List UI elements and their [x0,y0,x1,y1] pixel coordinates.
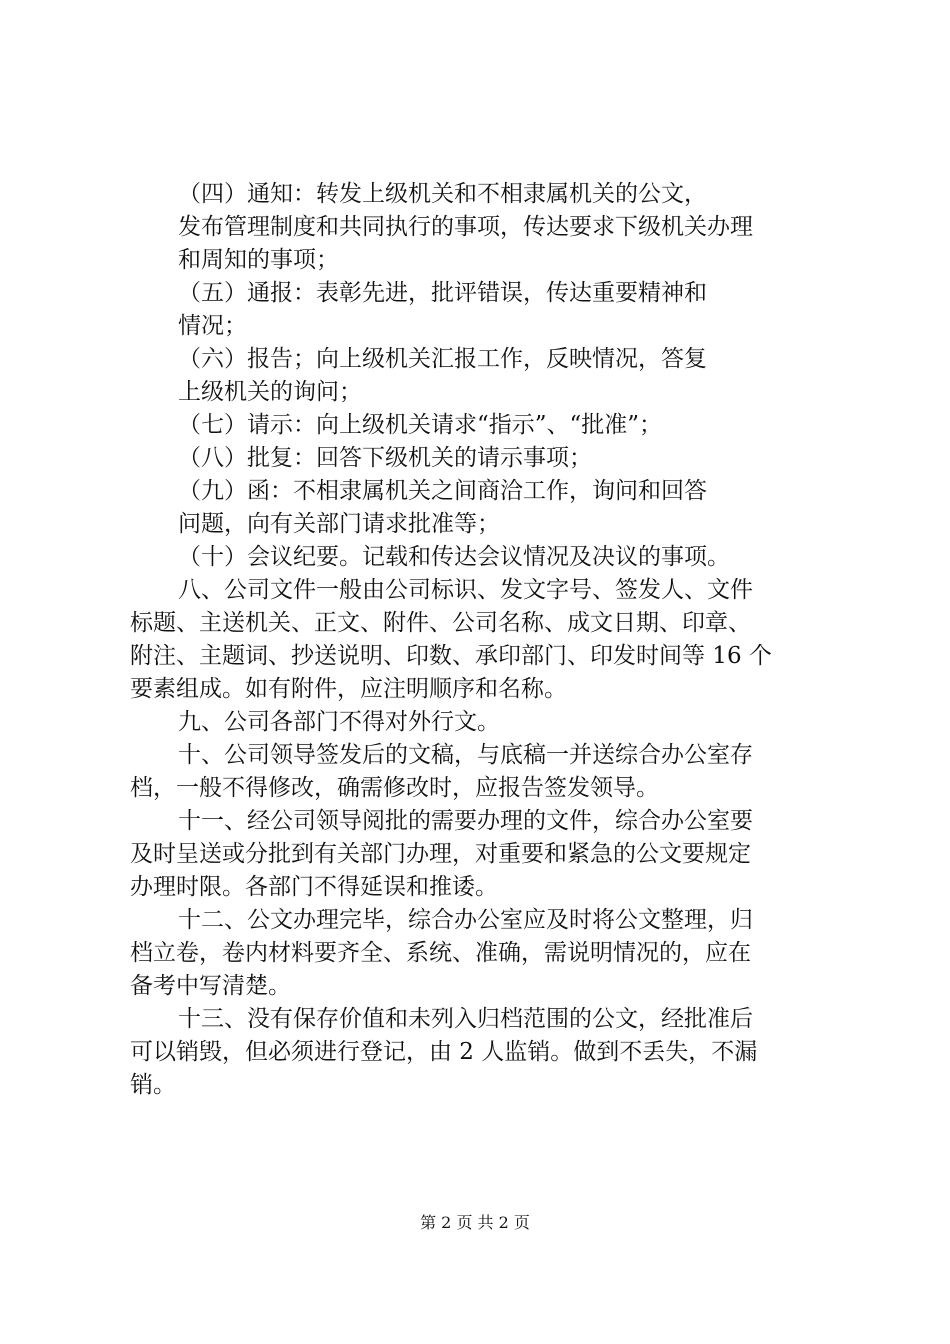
text-line: 办理时限。各部门不得延误和推诿。 [130,874,498,900]
text-line: 档立卷，卷内材料要齐全、系统、准确，需说明情况的，应在 [130,940,751,966]
text-line: （四）通知：转发上级机关和不相隶属机关的公文， [178,181,707,207]
text-line: 上级机关的询问； [178,379,362,405]
text-line: （八）批复：回答下级机关的请示事项； [178,445,592,471]
page-footer: 第 2 页 共 2 页 [420,1213,530,1232]
text-line: 及时呈送或分批到有关部门办理，对重要和紧急的公文要规定 [130,841,751,867]
text-line: 十三、没有保存价值和未列入归档范围的公文，经批准后 [178,1006,753,1032]
text-line: 可以销毁，但必须进行登记，由 2 人监销。做到不丢失，不漏 [130,1039,758,1065]
text-line: 十、公司领导签发后的文稿，与底稿一并送综合办公室存 [178,742,753,768]
text-line: 销。 [130,1072,176,1098]
text-line: 要素组成。如有附件，应注明顺序和名称。 [130,676,567,702]
text-line: （五）通报：表彰先进，批评错误，传达重要精神和 [178,280,707,306]
text-line: （六）报告；向上级机关汇报工作，反映情况，答复 [178,346,707,372]
text-line: 九、公司各部门不得对外行文。 [178,709,500,735]
text-line: 和周知的事项； [178,247,339,273]
text-line: （七）请示：向上级机关请求“指示”、“批准”； [178,412,663,438]
text-line: （九）函：不相隶属机关之间商洽工作，询问和回答 [178,478,707,504]
text-line: 八、公司文件一般由公司标识、发文字号、签发人、文件 [178,577,753,603]
text-line: （十）会议纪要。记载和传达会议情况及决议的事项。 [178,544,730,570]
text-line: 情况； [178,313,247,339]
text-line: 附注、主题词、抄送说明、印数、承印部门、印发时间等 16 个 [130,643,772,669]
text-line: 十一、经公司领导阅批的需要办理的文件，综合办公室要 [178,808,753,834]
text-line: 十二、公文办理完毕，综合办公室应及时将公文整理，归 [178,907,753,933]
text-line: 档，一般不得修改，确需修改时，应报告签发领导。 [130,775,659,801]
text-line: 发布管理制度和共同执行的事项，传达要求下级机关办理 [178,214,753,240]
text-line: 备考中写清楚。 [130,973,291,999]
text-line: 问题，向有关部门请求批准等； [178,511,500,537]
text-line: 标题、主送机关、正文、附件、公司名称、成文日期、印章、 [130,610,751,636]
